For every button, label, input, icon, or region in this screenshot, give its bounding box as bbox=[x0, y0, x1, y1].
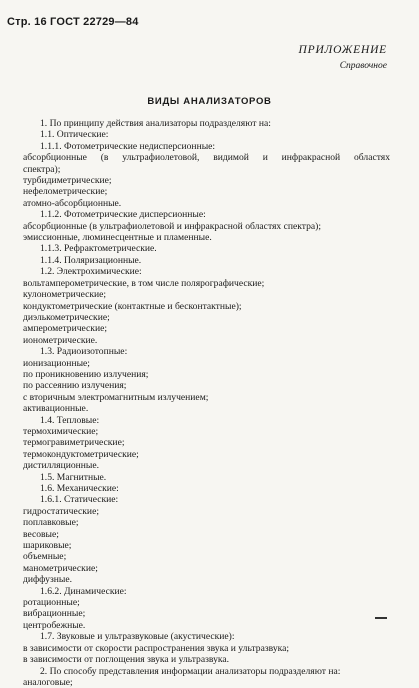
text-line: 1.6.1. Статические: bbox=[40, 494, 119, 506]
text-line: 1.5. Магнитные. bbox=[40, 471, 107, 483]
text-line: 1.7. Звуковые и ультразвуковые (акустические): bbox=[40, 631, 235, 643]
text-line: термохимические; bbox=[23, 425, 99, 437]
text-line: шариковые; bbox=[23, 540, 72, 552]
text-line: по проникновению излучения; bbox=[23, 368, 149, 380]
appendix-label bbox=[299, 44, 387, 71]
text-line: весовые; bbox=[23, 528, 59, 540]
text-line: в зависимости от скорости распространения звука и ультразвука; bbox=[23, 642, 290, 654]
text-line: атомно-абсорбционные. bbox=[23, 197, 122, 209]
document-title: ВИДЫ АНАЛИЗАТОРОВ bbox=[147, 96, 272, 107]
text-line: 1.2. Электрохимические: bbox=[40, 266, 142, 278]
text-line: 1.1. Оптические: bbox=[40, 129, 109, 141]
text-line: активационные. bbox=[23, 403, 89, 415]
text-line: ионометрические. bbox=[23, 334, 98, 346]
text-line: абсорбционные (в ультрафиолетовой и инфракрасной областях спектра); bbox=[23, 220, 322, 232]
text-line: 1.6.2. Динамические: bbox=[40, 585, 127, 597]
text-line: 1.4. Тепловые: bbox=[40, 414, 100, 426]
text-line: диэлькометрические; bbox=[23, 311, 110, 323]
text-line: нефелометрические; bbox=[23, 186, 108, 198]
text-line: 1. По принципу действия анализаторы подразделяют на: bbox=[40, 118, 271, 129]
appendix-subtitle: Справочное bbox=[339, 61, 387, 71]
text-line: дистилляционные. bbox=[23, 460, 100, 472]
text-line: 1.1.3. Рефрактометрические. bbox=[40, 243, 157, 255]
text-line: 1.1.2. Фотометрические дисперсионные: bbox=[40, 209, 206, 221]
text-line: по рассеянию излучения; bbox=[23, 380, 127, 392]
text-line: гидростатические; bbox=[23, 505, 99, 517]
text-line: 1.1.4. Поляризационные. bbox=[40, 254, 142, 266]
text-line: эмиссионные, люминесцентные и пламенные. bbox=[23, 232, 212, 244]
text-line: 1.6. Механические: bbox=[40, 483, 119, 494]
text-line: поплавковые; bbox=[23, 517, 79, 529]
text-line: центробежные. bbox=[23, 619, 86, 631]
text-line: с вторичным электромагнитным излучением; bbox=[23, 391, 209, 403]
text-line: аналоговые; bbox=[23, 676, 73, 688]
text-line: вибрационные; bbox=[23, 608, 86, 620]
text-line: 2. По способу представления информации анализаторы подразделяют на: bbox=[40, 665, 341, 677]
text-line: спектра); bbox=[23, 163, 61, 175]
text-line: термокондуктометрические; bbox=[23, 448, 139, 460]
text-line: термогравиметрические; bbox=[23, 437, 125, 449]
text-line: 1.1.1. Фотометрические недисперсионные: bbox=[40, 140, 216, 152]
appendix-title: ПРИЛОЖЕНИЕ bbox=[298, 44, 387, 56]
text-line: абсорбционные (в ультрафиолетовой, видимой и инфракрасной областях bbox=[23, 152, 390, 164]
text-line: ротационные; bbox=[23, 597, 80, 609]
document-body bbox=[23, 118, 390, 688]
text-line: 1.3. Радиоизотопные: bbox=[40, 346, 128, 358]
text-line: диффузные. bbox=[23, 574, 72, 586]
text-line: кулонометрические; bbox=[23, 289, 107, 301]
text-line: кондуктометрические (контактные и бесконтактные); bbox=[23, 300, 242, 312]
text-line: амперометрические; bbox=[23, 323, 108, 335]
text-line: манометрические; bbox=[23, 562, 98, 574]
page-corner-mark bbox=[375, 617, 387, 619]
page-header: Стр. 16 ГОСТ 22729—84 bbox=[7, 16, 139, 28]
text-line: в зависимости от поглощения звука и ультразвука. bbox=[23, 654, 230, 666]
text-line: ионизационные; bbox=[23, 357, 90, 369]
text-line: турбидиметрические; bbox=[23, 175, 112, 187]
text-line: объемные; bbox=[23, 551, 67, 563]
text-line: вольтамперометрические, в том числе полярографические; bbox=[23, 277, 265, 289]
